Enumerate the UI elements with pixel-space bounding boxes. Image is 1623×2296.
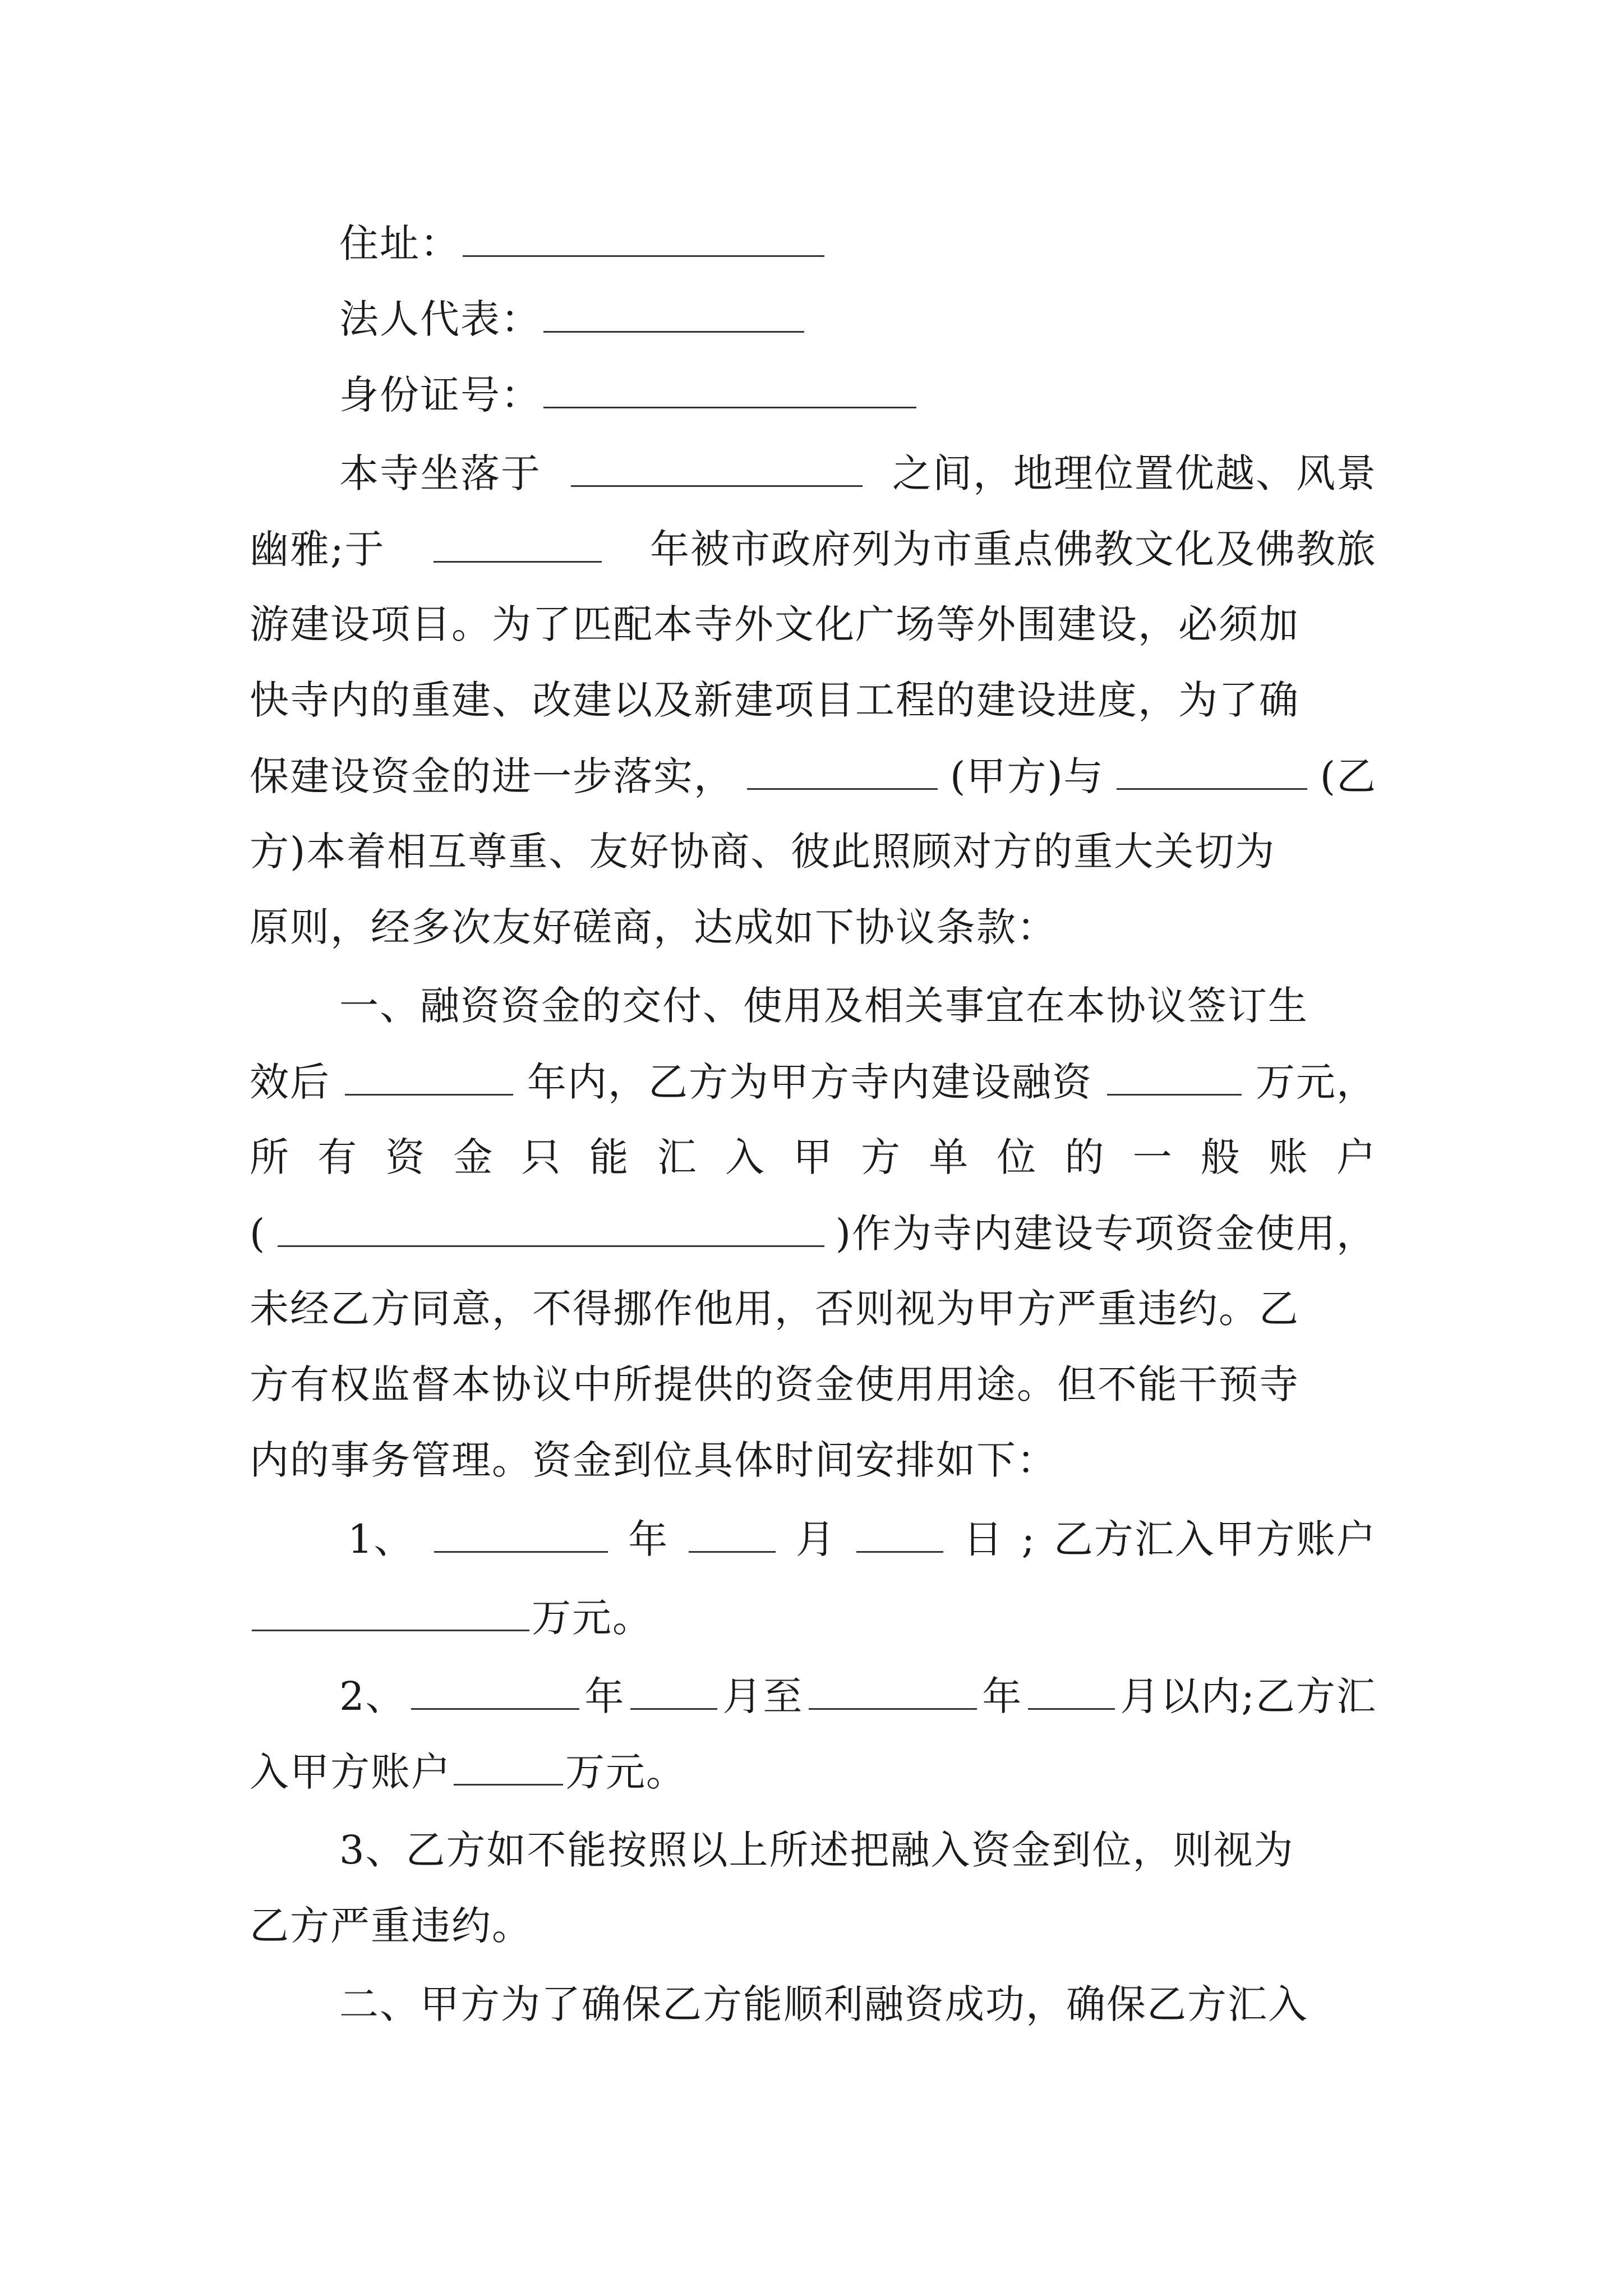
spaced-char: 甲 <box>793 1134 833 1180</box>
year-blank <box>434 522 602 563</box>
intro-text: 年被市政府列为市重点佛教文化及佛教旅 <box>650 526 1377 572</box>
spaced-char: 账 <box>1268 1134 1309 1180</box>
intro-line-5 <box>250 749 1377 803</box>
clause1-line-7: 内的事务管理。资金到位具体时间安排如下： <box>250 1437 1057 1483</box>
clause-text: ( <box>250 1211 266 1257</box>
schedule-text: 月以内;乙方汇 <box>1120 1673 1377 1719</box>
spaced-char: 只 <box>521 1134 562 1180</box>
to-label: 月至 <box>722 1673 804 1719</box>
clause-text: 万元， <box>1256 1059 1377 1105</box>
spaced-char: 位 <box>997 1134 1038 1180</box>
account-blank <box>278 1206 824 1247</box>
intro-text: (甲方)与 <box>950 753 1104 799</box>
clause-text: 效后 <box>250 1059 330 1105</box>
year-blank <box>434 1512 608 1553</box>
intro-line-6: 方)本着相互尊重、友好协商、彼此照顾对方的重大关切为 <box>250 829 1276 875</box>
legal-rep-label: 法人代表： <box>339 296 541 342</box>
location-blank <box>571 446 863 487</box>
id-number-blank <box>543 367 916 408</box>
schedule-item-3-line-2: 乙方严重违约。 <box>250 1903 532 1949</box>
end-year-blank <box>809 1669 977 1710</box>
id-number-line <box>339 367 1377 421</box>
month-blank <box>689 1512 776 1553</box>
party-a-blank <box>747 749 938 790</box>
schedule-item-2-line-1 <box>339 1669 1377 1723</box>
start-month-blank <box>630 1669 717 1710</box>
schedule-text: 乙方汇入甲方账户 <box>1053 1516 1377 1562</box>
amount-blank <box>252 1590 529 1631</box>
legal-rep-blank <box>543 292 804 333</box>
item-number: 2、 <box>339 1673 406 1719</box>
intro-line-7: 原则，经多次友好磋商，达成如下协议条款： <box>250 904 1057 950</box>
end-month-blank <box>1028 1669 1115 1710</box>
clause-text: 年内，乙方为甲方寺内建设融资 <box>527 1059 1092 1105</box>
spaced-char: 单 <box>929 1134 970 1180</box>
unit-label: 万元。 <box>565 1749 686 1795</box>
spaced-char: 能 <box>589 1134 630 1180</box>
spaced-char: 金 <box>453 1134 494 1180</box>
amount-blank <box>1107 1055 1242 1096</box>
clause1-line-2 <box>250 1055 1377 1108</box>
spaced-char: 资 <box>385 1134 426 1180</box>
intro-text: 本寺坐落于 <box>339 450 541 496</box>
spaced-char: 汇 <box>657 1134 698 1180</box>
spaced-char: 的 <box>1064 1134 1105 1180</box>
address-blank <box>463 216 824 257</box>
intro-line-4: 快寺内的重建、改建以及新建项目工程的建设进度，为了确 <box>250 677 1299 723</box>
clause1-line-5: 未经乙方同意，不得挪作他用，否则视为甲方严重违约。乙 <box>250 1286 1299 1332</box>
month-label: 月 <box>795 1516 836 1562</box>
schedule-item-2-line-2 <box>250 1745 1377 1798</box>
clause2-line-1: 二、甲方为了确保乙方能顺利融资成功，确保乙方汇入 <box>339 1981 1308 2027</box>
intro-line-3: 游建设项目。为了匹配本寺外文化广场等外围建设，必须加 <box>250 601 1299 647</box>
spaced-char: 户 <box>1336 1134 1377 1180</box>
intro-text: 之间，地理位置优越、风景 <box>892 450 1377 496</box>
clause1-line-1: 一、融资资金的交付、使用及相关事宜在本协议签订生 <box>339 983 1308 1029</box>
spaced-char: 有 <box>317 1134 358 1180</box>
years-blank <box>345 1055 513 1096</box>
amount-blank <box>454 1745 563 1786</box>
intro-line-1 <box>339 446 1377 500</box>
party-b-blank <box>1117 749 1307 790</box>
clause-text: )作为寺内建设专项资金使用， <box>835 1211 1377 1257</box>
schedule-text: 入甲方账户 <box>250 1749 451 1795</box>
spaced-char: 一 <box>1132 1134 1173 1180</box>
spaced-char: 所 <box>250 1134 290 1180</box>
spaced-char: 入 <box>725 1134 766 1180</box>
legal-rep-line <box>339 292 1377 346</box>
schedule-item-1-line-1 <box>348 1512 1377 1566</box>
item-number: 1、 <box>348 1516 414 1562</box>
clause1-line-4 <box>250 1206 1377 1260</box>
unit-label: 万元。 <box>532 1595 653 1641</box>
id-number-label: 身份证号： <box>339 372 541 418</box>
intro-text: 幽雅;于 <box>250 526 385 572</box>
address-label: 住址： <box>339 220 460 266</box>
schedule-item-1-line-2 <box>250 1590 1377 1644</box>
spaced-char: 方 <box>861 1134 902 1180</box>
address-line <box>339 216 1377 270</box>
year-label: 年 <box>584 1673 625 1719</box>
spaced-char: 般 <box>1200 1134 1241 1180</box>
clause1-line-6: 方有权监督本协议中所提供的资金使用用途。但不能干预寺 <box>250 1361 1299 1407</box>
day-label: 日 <box>963 1516 1004 1562</box>
clause1-line-3 <box>250 1130 1377 1184</box>
day-blank <box>856 1512 943 1553</box>
schedule-item-3-line-1: 3、乙方如不能按照以上所述把融入资金到位，则视为 <box>339 1827 1294 1873</box>
intro-text: 保建设资金的进一步落实， <box>250 753 734 799</box>
intro-line-2 <box>250 522 1377 576</box>
start-year-blank <box>411 1669 579 1710</box>
intro-text: (乙 <box>1320 753 1377 799</box>
semicolon: ; <box>1021 1516 1036 1562</box>
year-label: 年 <box>982 1673 1023 1719</box>
year-label: 年 <box>628 1516 669 1562</box>
